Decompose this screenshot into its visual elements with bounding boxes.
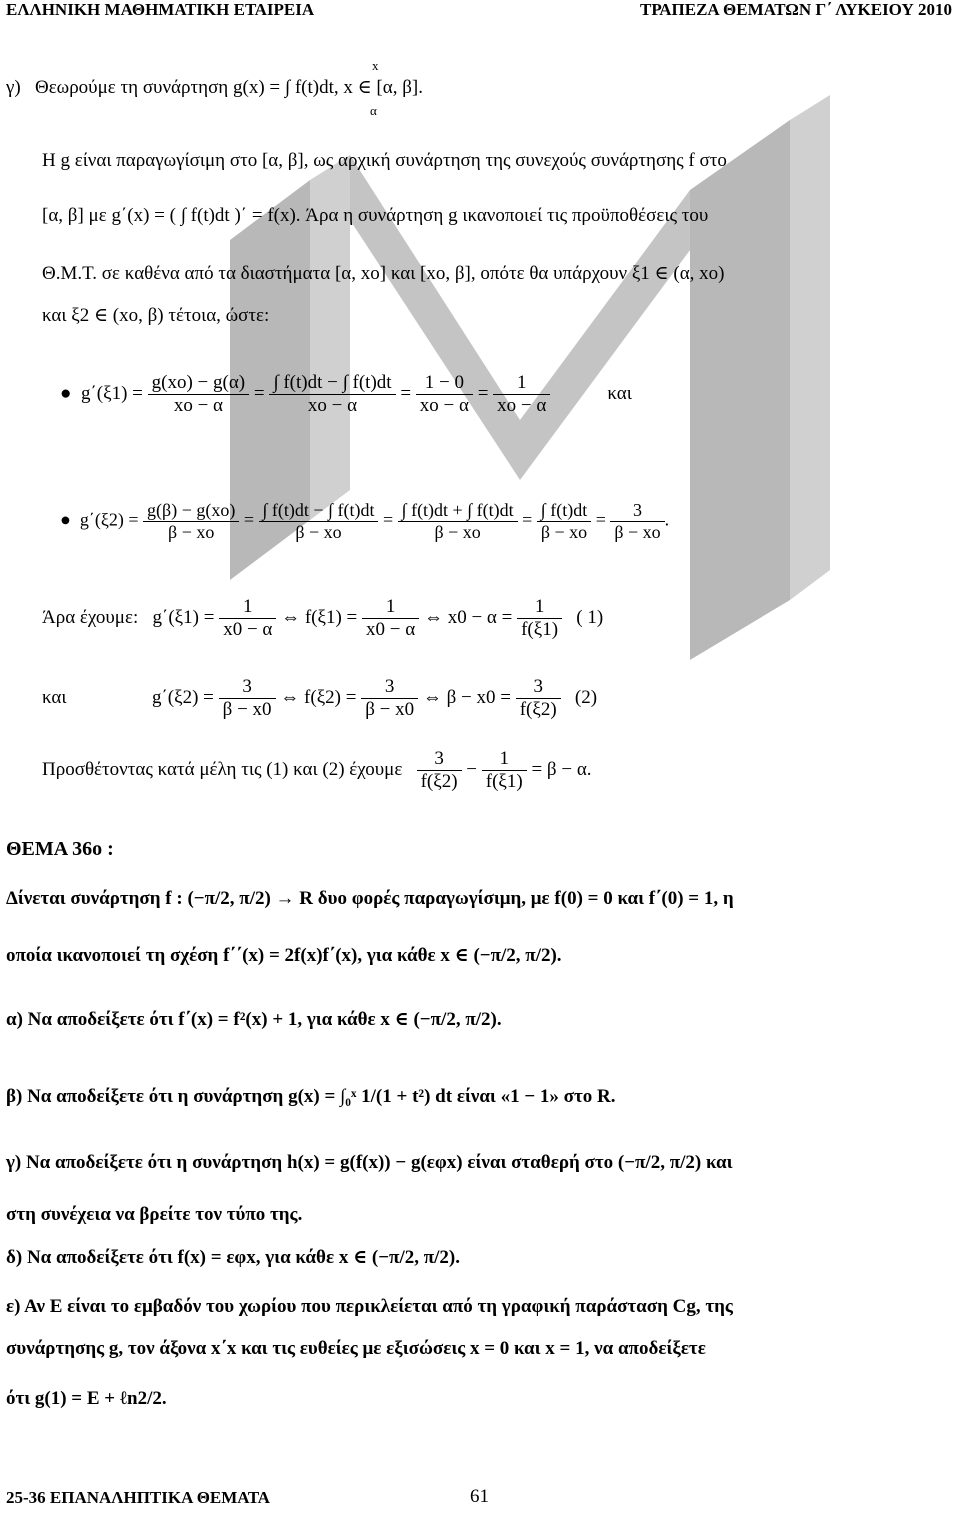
sum-tail: = β − α. (531, 758, 592, 780)
res1-tag: ( 1) (576, 606, 604, 628)
question-d: δ) Να αποδείξετε ότι f(x) = εφx, για κάθε x ∈ (−π/2, π/2). (6, 1247, 460, 1268)
question-b: β) Να αποδείξετε ότι η συνάρτηση g(x) = ∫₀ˣ 1/(1 + t²) dt είναι «1 − 1» στο R. (6, 1086, 616, 1107)
integral-lower-alpha: α (370, 103, 377, 118)
eq2-frac1: $\frac{g(\beta) - g(xo)}{\beta - xo}$ (143, 500, 239, 543)
theme-title: ΘΕΜΑ 36ο : (6, 838, 114, 860)
eq1-lhs: g΄(ξ1) = (80, 382, 143, 404)
integral-upper-x: x (372, 58, 379, 73)
eq1-frac2: $\frac{\int f(t)dt - \int f(t)dt}{xo - \alpha}$ (269, 372, 395, 417)
question-e-3: ότι g(1) = Ε + ℓn2/2. (6, 1388, 167, 1409)
res1-frac-b: $\frac{1}{x0 - \alpha}$ (362, 596, 419, 641)
equation-g-xi1: ● g΄(ξ1) = $\frac{g(xo) - g(\alpha)}{xo - \alpha}$ = $\frac{\int f(t)dt - \int f(t)dt}{xo - \alpha}$ = $\frac{1 - 0}{xo - \alpha}$ = $\frac{1}{xo - \alpha}$ και (60, 372, 632, 416)
eq1-frac4: $\frac{1}{xo - \alpha}$ (493, 372, 550, 417)
header-title: ΤΡΑΠΕΖΑ ΘΕΜΑΤΩΝ Γ΄ ΛΥΚΕΙΟΥ 2010 (640, 0, 952, 19)
res2-lhs: g΄(ξ2) = (151, 686, 214, 708)
sum-line: Προσθέτοντας κατά μέλη τις (1) και (2) έχουμε $\frac{3}{f(\xi 2)}$ − $\frac{1}{f(\xi 1)}$ = β − α. (42, 748, 592, 792)
eq2-lhs: g΄(ξ2) = (79, 509, 139, 530)
theme-intro-1: Δίνεται συνάρτηση f : (−π/2, π/2) → R δυο φορές παραγωγίσιμη, με f(0) = 0 και f΄(0) = 1, η (6, 888, 734, 909)
question-a: α) Να αποδείξετε ότι f΄(x) = f²(x) + 1, για κάθε x ∈ (−π/2, π/2). (6, 1009, 502, 1030)
sum-text: Προσθέτοντας κατά μέλη τις (1) και (2) έχουμε (42, 758, 403, 780)
question-c-2: στη συνέχεια να βρείτε τον τύπο της. (6, 1204, 303, 1225)
page-number: 61 (470, 1486, 489, 1507)
res1-lhs: g΄(ξ1) = (152, 606, 215, 628)
result-1 (42, 596, 603, 641)
res2-prefix: και (42, 686, 67, 708)
question-c-1: γ) Να αποδείξετε ότι η συνάρτηση h(x) = g(f(x)) − g(εφx) είναι σταθερή στο (−π/2, π/2) και (6, 1152, 733, 1173)
part-g-line5: και ξ2 ∈ (xo, β) τέτοια, ώστε: (42, 305, 270, 326)
res2-frac-a: $\frac{3}{\beta - x0}$ (219, 676, 276, 721)
theme-intro-2: οποία ικανοποιεί τη σχέση f΄΄(x) = 2f(x)f΄(x), για κάθε x ∈ (−π/2, π/2). (6, 945, 562, 966)
eq2-frac4: $\frac{\int f(t)dt}{\beta - xo}$ (537, 500, 591, 543)
res1-mid2: ⇔ x0 − α = (423, 606, 513, 628)
eq2-frac5: $\frac{3}{\beta - xo}$ (610, 500, 664, 543)
equation-g-xi2: ● g΄(ξ2) = $\frac{g(\beta) - g(xo)}{\beta - xo}$ = $\frac{\int f(t)dt - \int f(t)dt}{\beta - xo}$ = $\frac{\int f(t)dt + \int f(t)dt}{\beta - xo}$ = $\frac{\int f(t)dt}{\beta - xo}$ = $\frac{3}{\beta - xo}$ . (60, 500, 670, 542)
res1-mid: ⇔ f(ξ1) = (281, 606, 358, 628)
part-g-intro-text: Θεωρούμε τη συνάρτηση g(x) = ∫ f(t)dt, x ∈ [α, β]. (34, 77, 423, 98)
eq2-frac3: $\frac{\int f(t)dt + \int f(t)dt}{\beta - xo}$ (398, 500, 518, 543)
res1-frac-a: $\frac{1}{x0 - \alpha}$ (219, 596, 276, 641)
part-g-intro (6, 76, 423, 99)
eq1-frac3: $\frac{1 - 0}{xo - \alpha}$ (416, 372, 473, 417)
sum-frac-b: $\frac{1}{f(\xi 1)}$ (482, 748, 527, 793)
res2-mid2: ⇔ β − x0 = (422, 686, 511, 708)
question-e-1: ε) Αν Ε είναι το εμβαδόν του χωρίου που περικλείεται από τη γραφική παράσταση Cg, της (6, 1296, 733, 1317)
part-g-line2: Η g είναι παραγωγίσιμη στο [α, β], ως αρχική συνάρτηση της συνεχούς συνάρτησης f στο (42, 150, 727, 171)
part-g-line4: Θ.Μ.Τ. σε καθένα από τα διαστήματα [α, xo] και [xo, β], οπότε θα υπάρχουν ξ1 ∈ (α, xo) (42, 263, 725, 284)
res2-frac-b: $\frac{3}{\beta - x0}$ (361, 676, 418, 721)
result-2 (42, 676, 597, 721)
footer-title: 25-36 ΕΠΑΝΑΛΗΠΤΙΚΑ ΘΕΜΑΤΑ (6, 1488, 270, 1507)
eq1-tail: και (607, 382, 632, 404)
eq1-frac1: $\frac{g(xo) - g(\alpha)}{xo - \alpha}$ (148, 372, 249, 417)
eq2-frac2: $\frac{\int f(t)dt - \int f(t)dt}{\beta - xo}$ (259, 500, 379, 543)
part-g-line3: [α, β] με g΄(x) = ( ∫ f(t)dt )΄ = f(x). Άρα η συνάρτηση g ικανοποιεί τις προϋποθέσεις του (42, 205, 709, 226)
res2-mid: ⇔ f(ξ2) = (280, 686, 357, 708)
res1-prefix: Άρα έχουμε: (42, 606, 139, 628)
res2-tag: (2) (574, 686, 598, 708)
res1-frac-c: $\frac{1}{f(\xi 1)}$ (517, 596, 562, 641)
sum-frac-a: $\frac{3}{f(\xi 2)}$ (417, 748, 462, 793)
bullet: ● (60, 509, 71, 530)
header-org: ΕΛΛΗΝΙΚΗ ΜΑΘΗΜΑΤΙΚΗ ΕΤΑΙΡΕΙΑ (6, 0, 315, 19)
bullet: ● (60, 382, 72, 404)
question-e-2: συνάρτησης g, τον άξονα x΄x και τις ευθείες με εξισώσεις x = 0 και x = 1, να αποδείξετε (6, 1338, 706, 1359)
part-g-label: γ) (6, 77, 21, 98)
res2-frac-c: $\frac{3}{f(\xi 2)}$ (516, 676, 561, 721)
